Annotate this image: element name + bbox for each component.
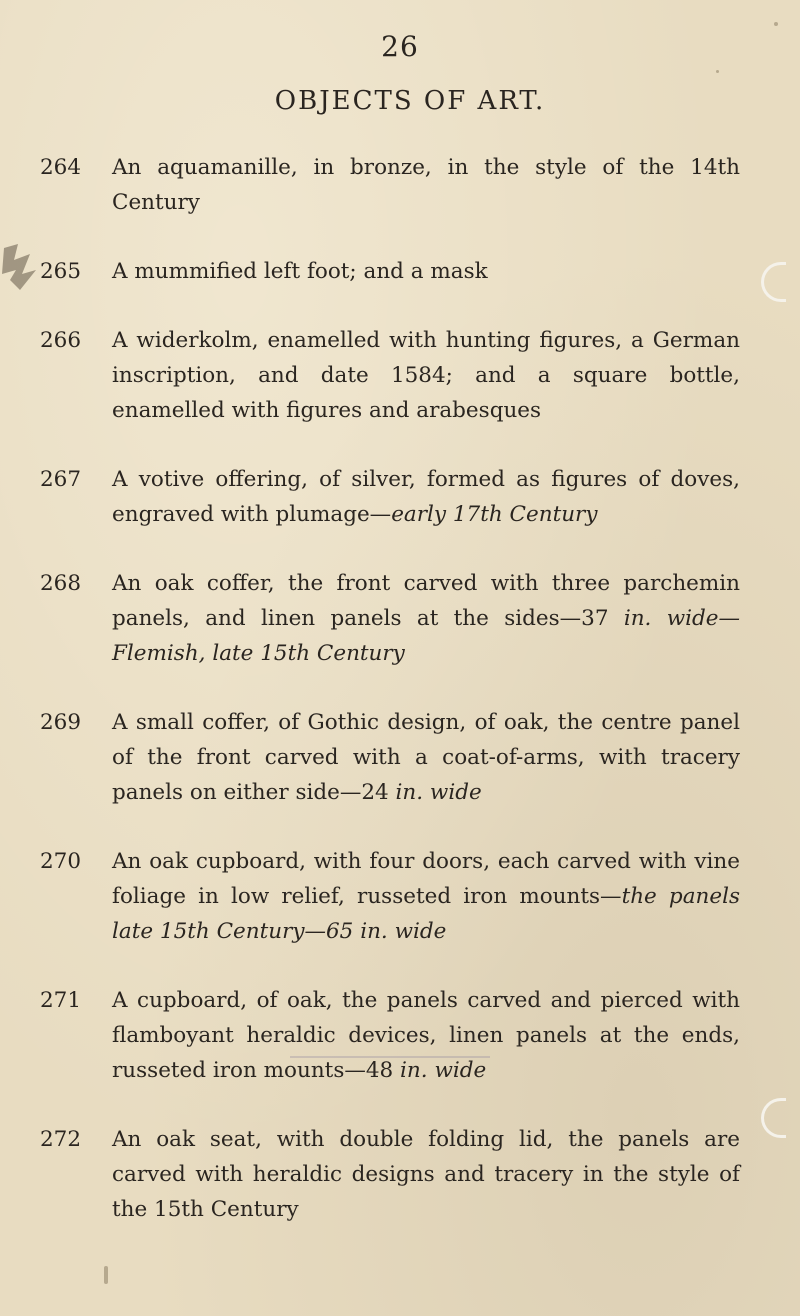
lot-description: An oak seat, with double folding lid, the panels are carved with heraldic designs and tracery in the style of the 15th Century: [112, 1127, 740, 1222]
lot-number: 272: [40, 1127, 82, 1152]
lot-number: 268: [40, 571, 82, 596]
lot-description: A votive offering, of silver, formed as figures of doves, engraved with plumage—early 17th Century: [112, 467, 740, 527]
lot-description: A small coffer, of Gothic design, of oak, the centre panel of the front carved with a coat-of-arms, with tracery panels on either side—24 in. wide: [112, 710, 740, 805]
page-number: 26: [381, 30, 419, 63]
lot-number: 265: [40, 259, 82, 284]
catalogue-entry: [40, 323, 740, 428]
faint-rule-line: [290, 1056, 490, 1058]
catalogue-entry: [40, 844, 740, 949]
lot-number: 271: [40, 988, 82, 1013]
lot-description: An oak cupboard, with four doors, each carved with vine foliage in low relief, russeted iron mounts—the panels late 15th Century—65 in. wide: [112, 849, 740, 944]
lot-description: A widerkolm, enamelled with hunting figures, a German inscription, and date 1584; and a square bottle, enamelled with figures and arabesques: [112, 328, 740, 423]
catalogue-entry: [40, 983, 740, 1088]
lot-number: 266: [40, 328, 82, 353]
catalogue-entry: [40, 566, 740, 671]
catalogue-entry: [40, 1122, 740, 1227]
paper-speck: [104, 1266, 108, 1284]
lot-description: A cupboard, of oak, the panels carved and pierced with flamboyant heraldic devices, linen panels at the ends, russeted iron mounts—48 in. wide: [112, 988, 740, 1083]
lot-description: An aquamanille, in bronze, in the style of the 14th Century: [112, 155, 740, 215]
page-heading: OBJECTS OF ART.: [274, 86, 546, 116]
lot-number: 264: [40, 155, 82, 180]
paper-speck: [774, 22, 778, 26]
lot-description: A mummified left foot; and a mask: [112, 259, 488, 284]
paper-speck: [716, 70, 719, 73]
catalogue-entry: [40, 150, 740, 220]
lot-number: 267: [40, 467, 82, 492]
catalogue-entry: [40, 254, 740, 289]
catalogue-entries: [40, 150, 740, 1261]
catalogue-entry: [40, 705, 740, 810]
lot-description: An oak coffer, the front carved with three parchemin panels, and linen panels at the sides—37 in. wide—Flemish, late 15th Century: [112, 571, 740, 666]
lot-number: 269: [40, 710, 82, 735]
catalogue-entry: [40, 462, 740, 532]
lot-number: 270: [40, 849, 82, 874]
ink-smudge-decoration: [0, 240, 42, 294]
